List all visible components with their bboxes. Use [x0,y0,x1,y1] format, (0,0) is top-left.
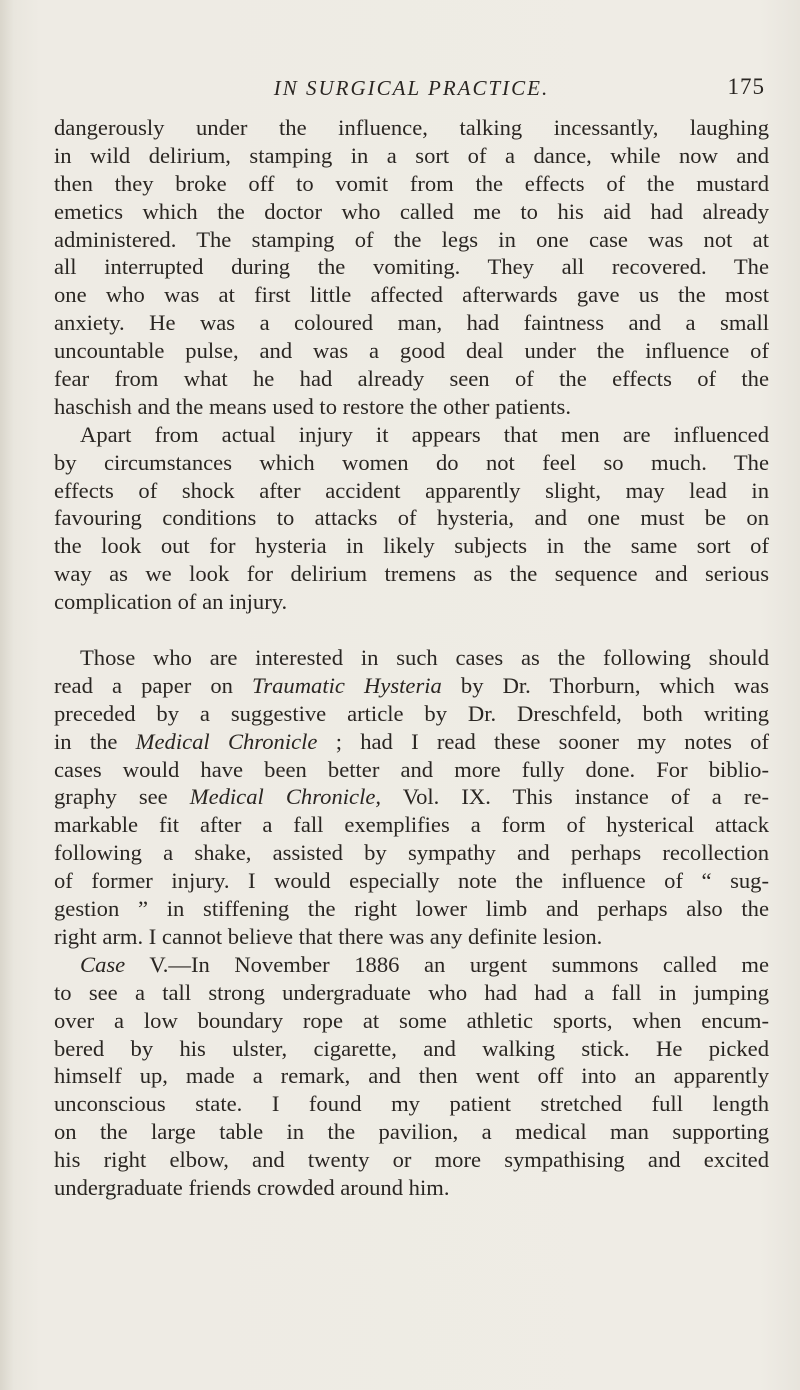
text-line: haschish and the means used to restore the other patients. [54,393,571,419]
case-label: Case [80,951,126,977]
text-line: cases would have been better and more fully done. For biblio- [54,756,769,782]
text-line: following a shake, assisted by sympathy and perhaps recollection [54,840,769,866]
text-line: the look out for hysteria in likely subjects in the same sort of [54,533,769,559]
text-line: favouring conditions to attacks of hysteria, and one must be on [54,505,769,531]
text-line: then they broke off to vomit from the effects of the mustard [54,170,769,196]
paragraph-gap [54,616,769,644]
text-segment: graphy see [54,784,190,810]
text-line: in wild delirium, stamping in a sort of a dance, while now and [54,142,769,168]
text-line: unconscious state. I found my patient stretched full length [54,1091,769,1117]
text-line: one who was at first little affected afterwards gave us the most [54,282,769,308]
text-line [54,951,769,979]
body-text [54,114,769,1202]
text-line: complication of an injury. [54,589,288,615]
text-line [54,728,769,756]
text-segment: by Dr. Thorburn, which was [441,672,769,698]
text-line: by circumstances which women do not feel so much. The [54,449,769,475]
text-line: anxiety. He was a coloured man, had faintness and a small [54,310,769,336]
text-line: emetics which the doctor who called me to his aid had already [54,198,769,224]
paragraph-1 [54,114,769,421]
text-line: his right elbow, and twenty or more sympathising and excited [54,1147,769,1173]
text-line: right arm. I cannot believe that there was any definite lesion. [54,923,603,949]
text-line: way as we look for delirium tremens as the sequence and serious [54,561,769,587]
text-line: gestion ” in stiffening the right lower limb and perhaps also the [54,896,769,922]
text-line: to see a tall strong undergraduate who had had a fall in jumping [54,979,769,1005]
paragraph-4 [54,951,769,1202]
text-segment: Vol. IX. This instance of a re- [381,784,769,810]
text-line: preceded by a suggestive article by Dr. Dreschfeld, both writing [54,700,769,726]
text-line: all interrupted during the vomiting. They all recovered. The [54,254,769,280]
running-head [54,74,769,108]
text-line: uncountable pulse, and was a good deal under the influence of [54,338,769,364]
journal-title: Medical Chronicle [135,728,318,754]
text-line: himself up, made a remark, and then went off into an apparently [54,1063,769,1089]
text-line: administered. The stamping of the legs in one case was not at [54,226,769,252]
text-line: undergraduate friends crowded around him. [54,1174,450,1200]
text-line: fear from what he had already seen of the effects of the [54,366,769,392]
paragraph-3 [54,644,769,951]
text-line: bered by his ulster, cigarette, and walking stick. He picked [54,1035,769,1061]
paragraph-2 [54,421,769,616]
text-line [54,672,769,700]
text-segment: read a paper on [54,672,253,698]
text-segment: V.—In November 1886 an urgent summons called me [125,951,769,977]
text-line: Apart from actual injury it appears that men are influenced [80,421,769,447]
text-segment: in the [54,728,136,754]
page-number: 175 [727,74,765,99]
journal-title: Traumatic Hysteria [252,672,442,698]
journal-title: Medical Chronicle, [189,784,382,810]
text-segment: ; had I read these sooner my notes of [317,728,769,754]
text-line: markable fit after a fall exemplifies a form of hysterical attack [54,812,769,838]
text-line: of former injury. I would especially note the influence of “ sug- [54,868,769,894]
text-line: dangerously under the influence, talking incessantly, laughing [54,115,769,140]
text-line [54,783,769,811]
text-line: effects of shock after accident apparently slight, may lead in [54,477,769,503]
text-line: Those who are interested in such cases as the following should [80,645,769,671]
text-line: on the large table in the pavilion, a medical man supporting [54,1119,769,1145]
running-title: IN SURGICAL PRACTICE. [273,76,550,100]
text-line: over a low boundary rope at some athletic sports, when encum- [54,1007,769,1033]
